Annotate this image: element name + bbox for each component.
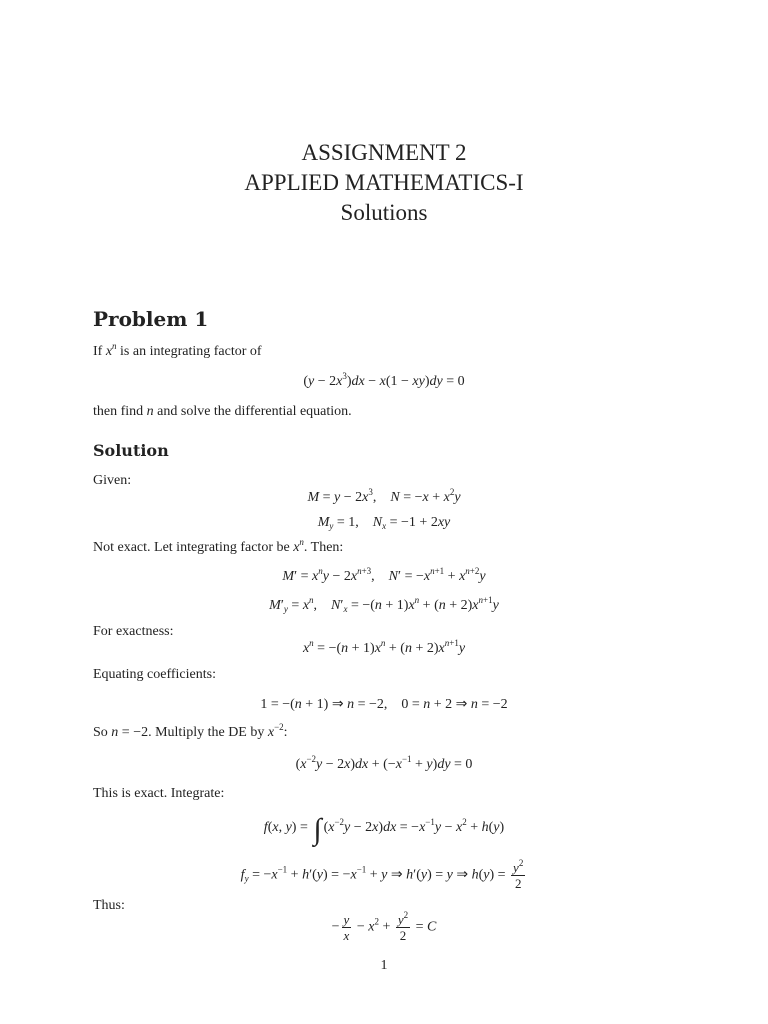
problem-intro-text: If $x^n$ is an integrating factor of: [93, 341, 262, 359]
equation-partials-prime: $M'_y = x^n$, $N'_x = -(n + 1)x^n + (n + 2)x^{n+1}y$: [269, 595, 499, 614]
equation-m-n: $M = y - 2x^3$, $N = -x + x^2y$: [307, 487, 461, 505]
page-number: 1: [380, 958, 388, 973]
title-line-3: Solutions: [340, 200, 428, 225]
for-exactness-label: For exactness:: [93, 624, 174, 639]
equation-exactness: $x^n = -(n + 1)x^n + (n + 2)x^{n+1}y$: [302, 638, 466, 656]
equation-partials: $M_y = 1$, $N_x = -1 + 2xy$: [317, 515, 451, 531]
problem-task-text: then find n and solve the differential equation.: [93, 404, 352, 419]
problem-equation: $(y - 2x^3)dx - x(1 - xy)dy = 0$: [303, 371, 465, 389]
title-line-2: APPLIED MATHEMATICS-I: [244, 170, 524, 195]
title-block: [0, 138, 768, 228]
title-line-1: ASSIGNMENT 2: [301, 140, 467, 165]
equation-multiplied: $(x^{-2}y - 2x)dx + (-x^{-1} + y)dy = 0$: [295, 754, 473, 772]
integral-symbol: ∫: [313, 813, 322, 846]
equating-label: Equating coefficients:: [93, 667, 216, 682]
equation-final: − $\frac{y}{x}$ − $x^2$ + $\frac{y^2}{2}$ = C: [331, 910, 437, 943]
problem-heading: Problem 1: [93, 307, 209, 331]
exact-text: This is exact. Integrate:: [93, 786, 225, 801]
equation-fy: $f_y = -x^{-1} + h'(y) = -x^{-1} + y$ ⇒ h′(y) = y ⇒ h(y) = $\frac{y^2}{2}$: [240, 858, 524, 891]
given-label: Given:: [93, 473, 132, 488]
equation-coefficients: 1 = −(n + 1) ⇒ n = −2, 0 = n + 2 ⇒ n = −2: [260, 697, 508, 712]
not-exact-text: Not exact. Let integrating factor be $x^n$. Then:: [93, 537, 344, 555]
solution-heading: Solution: [93, 441, 169, 460]
equation-m-n-prime: $M' = x^ny - 2x^{n+3}$, $N' = -x^{n+1} + x^{n+2}y$: [282, 566, 486, 584]
equation-integral: f(x, y) = ∫ $(x^{-2}y - 2x)dx = -x^{-1}y - x^2 + h(y)$: [263, 813, 505, 846]
thus-label: Thus:: [93, 898, 125, 913]
so-text: So n = −2. Multiply the DE by $x^{-2}$:: [93, 722, 288, 740]
